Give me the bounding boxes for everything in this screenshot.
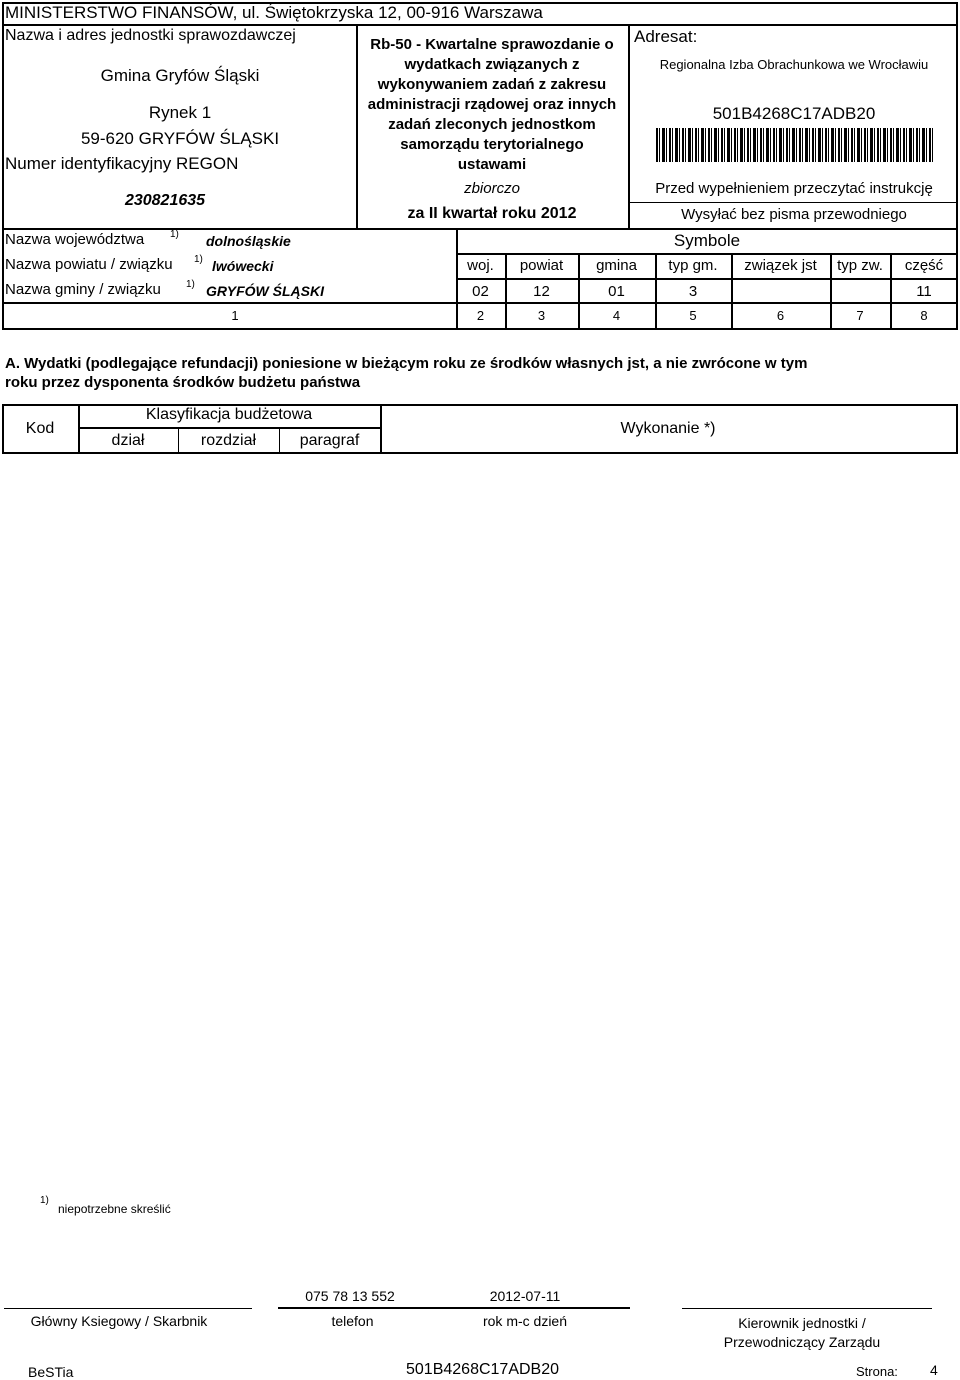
date-value: 2012-07-11 xyxy=(489,1288,561,1304)
title-line: Rb-50 - Kwartalne sprawozdanie o xyxy=(370,36,614,53)
footer-code: 501B4268C17ADB20 xyxy=(406,1361,560,1378)
symbol-header: związek jst xyxy=(744,257,817,274)
footnote-marker: 1) xyxy=(186,279,195,290)
symbol-header: część xyxy=(904,257,944,274)
symbol-header: gmina xyxy=(596,257,637,274)
footnote-marker: 1) xyxy=(40,1195,49,1206)
barcode-image xyxy=(656,128,934,162)
no-cover-note: Wysyłać bez pisma przewodniego xyxy=(681,206,907,223)
footnote-marker: 1) xyxy=(170,229,179,240)
symbols-title: Symbole xyxy=(673,231,741,250)
phone-value: 075 78 13 552 xyxy=(305,1288,395,1304)
unit-city: 59-620 GRYFÓW ŚLĄSKI xyxy=(80,129,280,148)
ministry-line: MINISTERSTWO FINANSÓW, ul. Świętokrzyska 12, 00-916 Warszawa xyxy=(5,3,543,22)
symbol-value: 12 xyxy=(533,283,550,300)
symbol-number: 5 xyxy=(689,308,697,323)
divider xyxy=(456,278,958,280)
col-dzial: dział xyxy=(111,432,145,449)
report-title xyxy=(358,35,626,175)
address-recipient: Regionalna Izba Obrachunkowa we Wrocławiu xyxy=(659,57,929,72)
symbol-header: woj. xyxy=(467,257,494,274)
phone-label: telefon xyxy=(331,1313,374,1329)
regon-value: 230821635 xyxy=(124,192,206,209)
regon-label: Numer identyfikacyjny REGON xyxy=(5,154,239,173)
divider xyxy=(356,228,456,230)
voivodeship-value: dolnośląskie xyxy=(206,233,291,249)
col-wykonanie: Wykonanie *) xyxy=(620,420,716,437)
report-scope: zbiorczo xyxy=(464,180,520,197)
divider xyxy=(630,202,958,203)
head-label: Przewodniczący Zarządu xyxy=(723,1334,881,1350)
symbol-header: powiat xyxy=(519,257,564,274)
col-paragraf: paragraf xyxy=(299,432,360,449)
title-line: ustawami xyxy=(457,156,527,173)
title-line: wydatkach związanych z xyxy=(404,56,580,73)
symbol-value: 11 xyxy=(916,283,932,300)
title-line: administracji rządowej oraz innych xyxy=(367,96,617,113)
county-value: lwówecki xyxy=(212,258,274,274)
footnote-marker: 1) xyxy=(194,254,203,265)
page-label: Strona: xyxy=(856,1364,898,1379)
col-rozdzial: rozdział xyxy=(200,432,257,449)
title-line: wykonywaniem zadań z zakresu xyxy=(377,76,607,93)
divider xyxy=(2,302,958,304)
software-name: BeSTia xyxy=(28,1364,74,1380)
col-klasyfikacja: Klasyfikacja budżetowa xyxy=(145,406,313,423)
divider xyxy=(456,253,958,255)
symbol-value: 02 xyxy=(472,283,489,300)
accountant-label: Główny Ksiegowy / Skarbnik xyxy=(30,1313,208,1329)
symbol-value: 01 xyxy=(608,283,625,300)
footnote-text: niepotrzebne skreślić xyxy=(58,1202,171,1216)
head-label: Kierownik jednostki / xyxy=(738,1315,866,1331)
symbol-header: typ gm. xyxy=(668,257,718,274)
page-number: 4 xyxy=(930,1362,938,1378)
divider xyxy=(456,228,958,230)
address-code: 501B4268C17ADB20 xyxy=(712,104,876,123)
signature-line xyxy=(682,1308,932,1309)
voivodeship-label: Nazwa województwa xyxy=(5,231,145,248)
symbol-number: 4 xyxy=(612,308,621,323)
date-label: rok m-c dzień xyxy=(482,1313,568,1329)
col-kod: Kod xyxy=(25,420,55,437)
symbol-header: typ zw. xyxy=(837,257,883,274)
divider xyxy=(2,24,958,26)
signature-line xyxy=(278,1307,630,1309)
commune-value: GRYFÓW ŚLĄSKI xyxy=(206,283,324,299)
symbol-number: 2 xyxy=(476,308,485,323)
divider xyxy=(78,427,380,429)
instruction-note: Przed wypełnieniem przeczytać instrukcję xyxy=(655,180,933,197)
symbol-number: 3 xyxy=(537,308,546,323)
report-period: za II kwartał roku 2012 xyxy=(407,205,577,222)
column-number: 1 xyxy=(231,308,239,323)
divider xyxy=(2,228,358,230)
section-a-title: A. Wydatki (podlegające refundacji) poniesione w bieżącym roku ze środków własnych jst, a nie zwrócone w tym xyxy=(5,355,808,372)
commune-label: Nazwa gminy / związku xyxy=(5,281,161,298)
divider xyxy=(628,24,630,230)
symbol-number: 8 xyxy=(920,308,928,323)
unit-street: Rynek 1 xyxy=(148,103,212,122)
title-line: samorządu terytorialnego xyxy=(400,136,584,153)
signature-line xyxy=(4,1308,252,1309)
symbol-number: 7 xyxy=(856,308,864,323)
county-label: Nazwa powiatu / związku xyxy=(5,256,173,273)
symbol-number: 6 xyxy=(776,308,785,323)
address-label: Adresat: xyxy=(634,27,698,46)
symbol-value: 3 xyxy=(688,283,698,300)
section-a-title: roku przez dysponenta środków budżetu państwa xyxy=(5,374,361,391)
title-line: zadań zleconych jednostkom xyxy=(388,116,596,133)
unit-label: Nazwa i adres jednostki sprawozdawczej xyxy=(5,27,296,44)
unit-name: Gmina Gryfów Śląski xyxy=(100,66,260,85)
